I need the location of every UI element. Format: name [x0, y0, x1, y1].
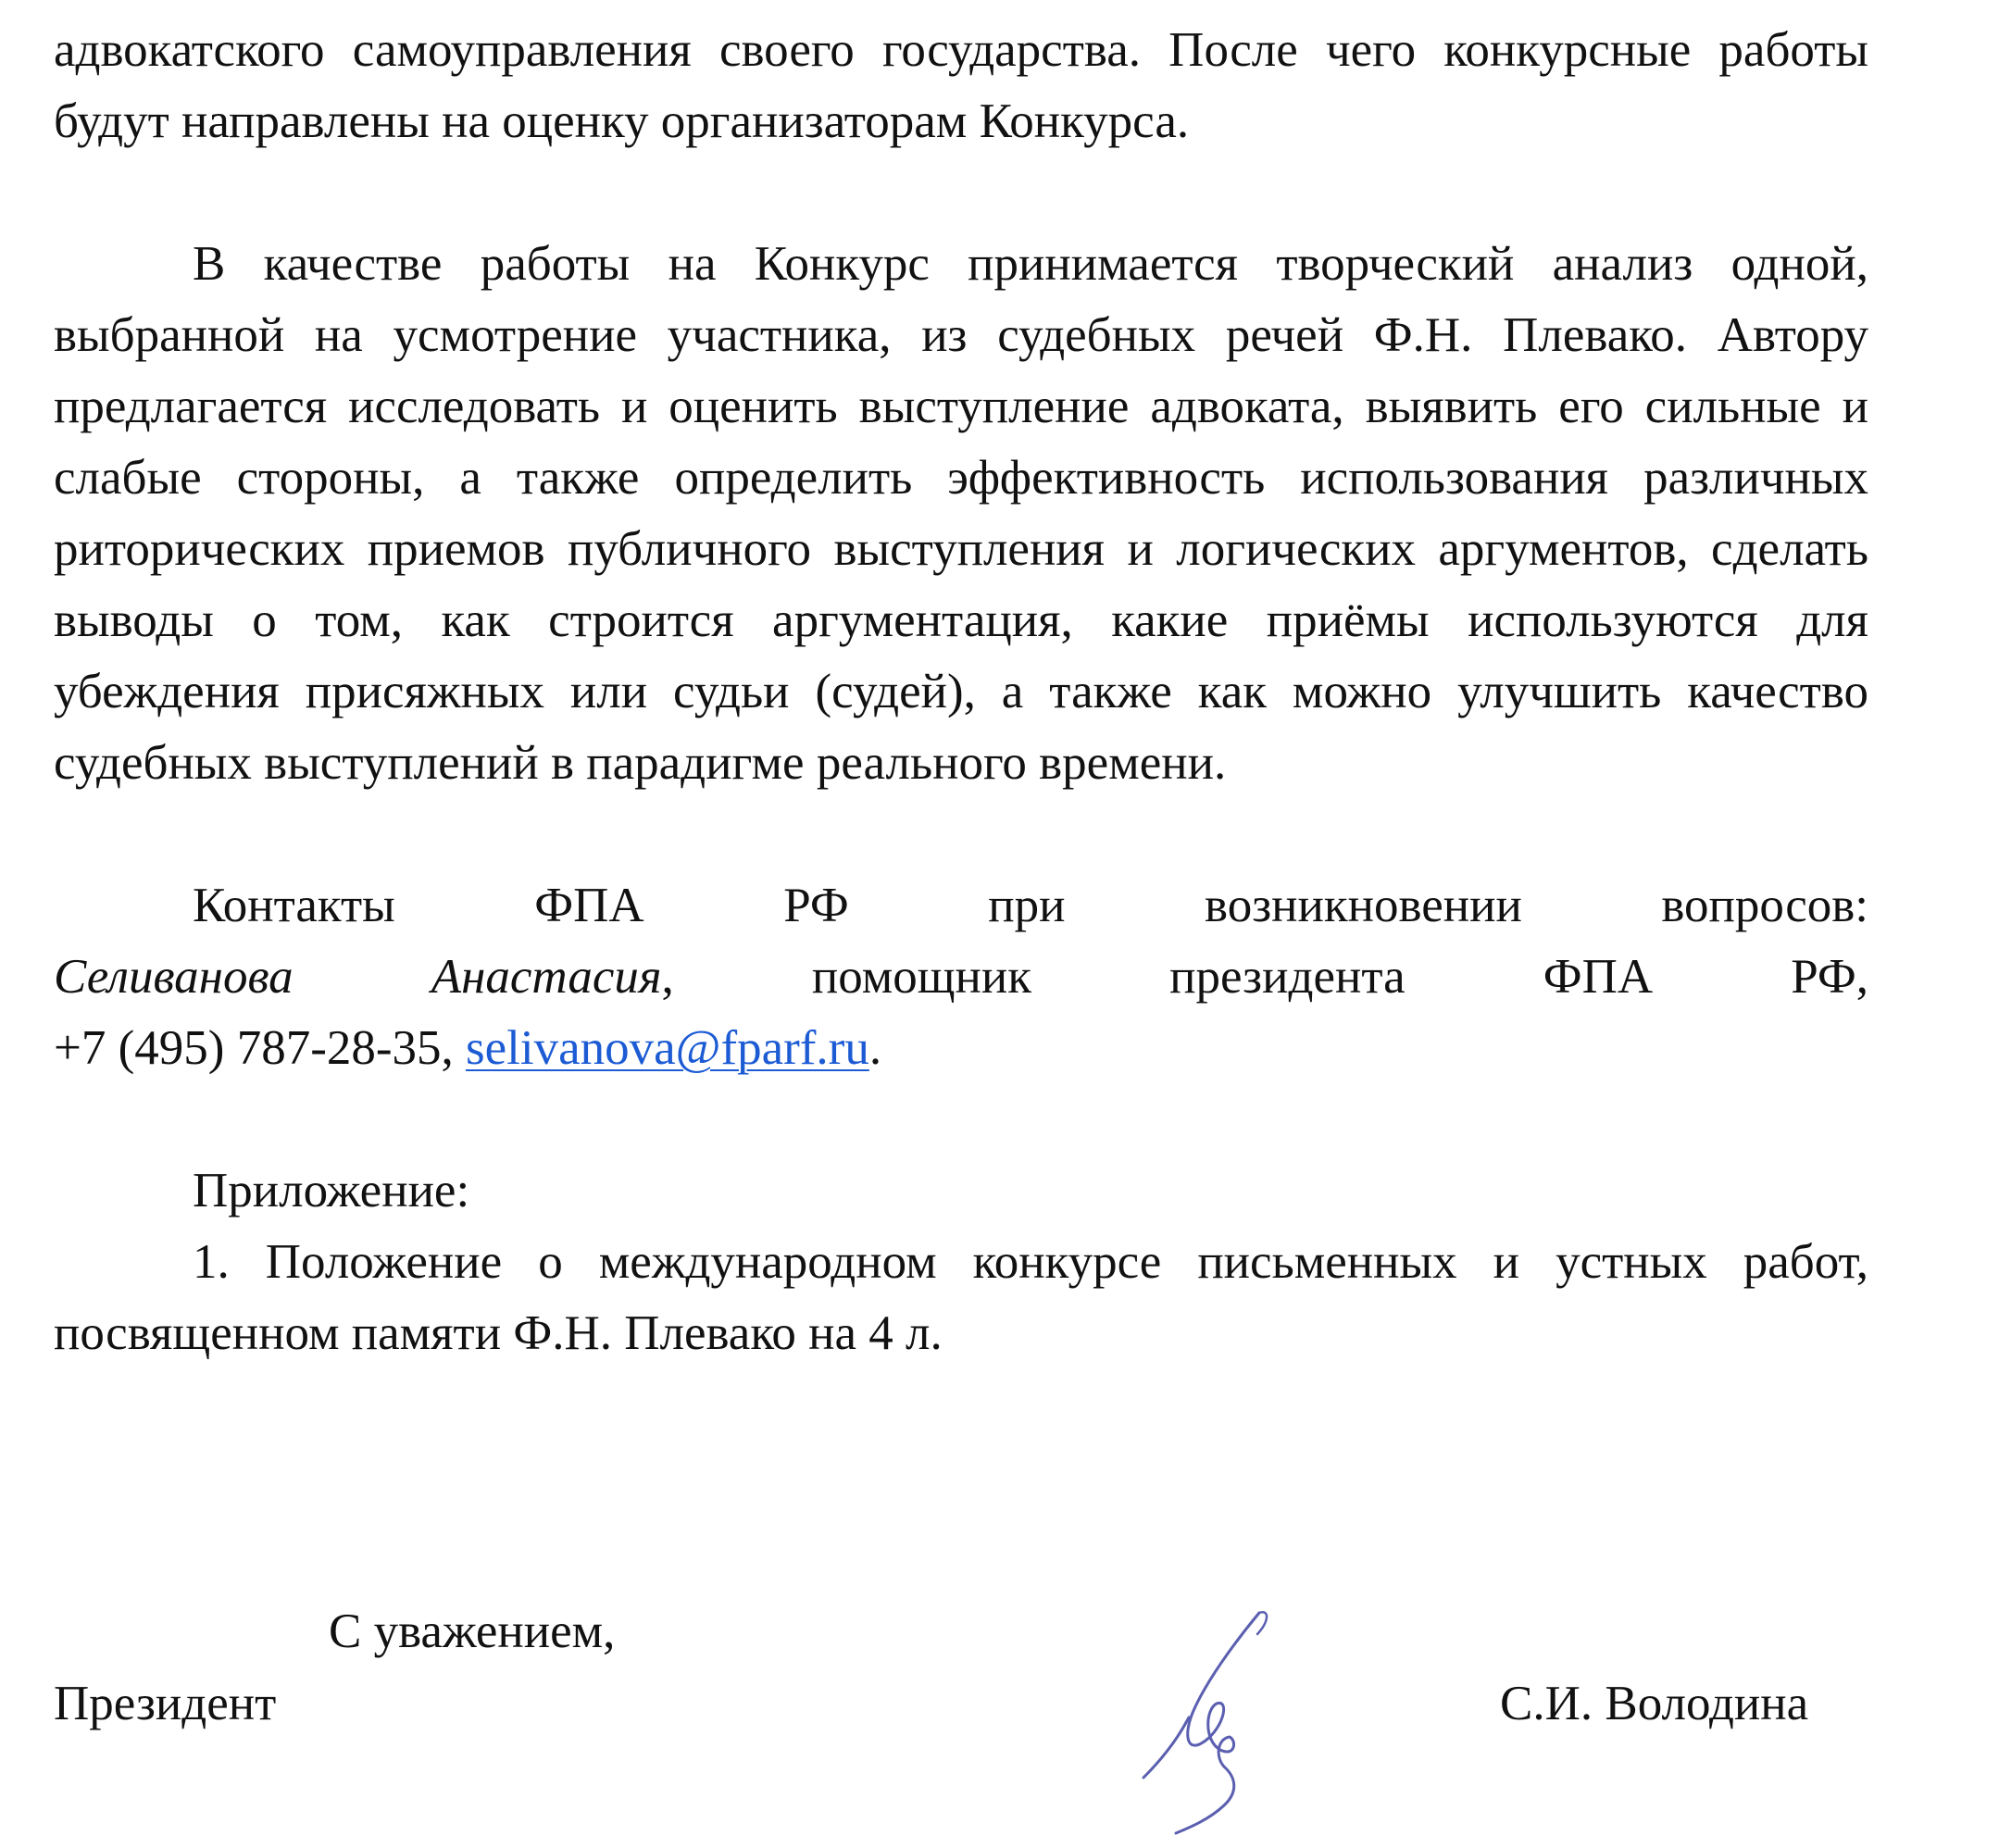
- contact-end: .: [868, 1021, 882, 1075]
- signer-title: Президент: [54, 1677, 277, 1730]
- paragraph-gap: [54, 1084, 1868, 1155]
- attachment-item: 1. Положение о международном конкурсе письменных и устных работ, посвященном памяти Ф.Н. Плевако на 4 л.: [54, 1235, 1868, 1360]
- attachment-heading: Приложение:: [193, 1164, 470, 1217]
- contact-phone: +7 (495) 787-28-35,: [54, 1021, 466, 1075]
- contact-name: Селиванова Анастасия: [54, 950, 662, 1004]
- closing-regards: С уважением,: [329, 1605, 616, 1658]
- letter-body: [54, 15, 1868, 1369]
- signer-name: С.И. Володина: [1500, 1677, 1809, 1730]
- contact-email-link[interactable]: selivanova@fparf.ru: [466, 1021, 869, 1075]
- handwritten-signature: [1120, 1602, 1306, 1842]
- paragraph-intro-continued: адвокатского самоуправления своего государства. После чего конкурсные работы будут направлены на оценку организаторам Конкурса.: [54, 23, 1868, 148]
- paragraph-gap: [54, 799, 1868, 870]
- contacts-person-line: [54, 942, 1868, 1013]
- paragraph-gap: [54, 157, 1868, 229]
- contacts-lead: Контакты ФПА РФ при возникновении вопросов:: [193, 879, 1868, 932]
- contact-role: , помощник президента ФПА РФ,: [661, 950, 1868, 1004]
- contacts-phone-line: [54, 1013, 1868, 1084]
- paragraph-task: В качестве работы на Конкурс принимается творческий анализ одной, выбранной на усмотрение участника, из судебных речей Ф.Н. Плевако. Автору предлагается исследовать и оценить выступление адвоката, выявить его сильные и слабые стороны, а также определить эффективность использования различных риторических приемов публичного выступления и логических аргументов, сделать выводы о том, как строится аргументация, какие приёмы используются для убеждения присяжных или судьи (судей), а также как можно улучшить качество судебных выступлений в парадигме реального времени.: [54, 237, 1868, 790]
